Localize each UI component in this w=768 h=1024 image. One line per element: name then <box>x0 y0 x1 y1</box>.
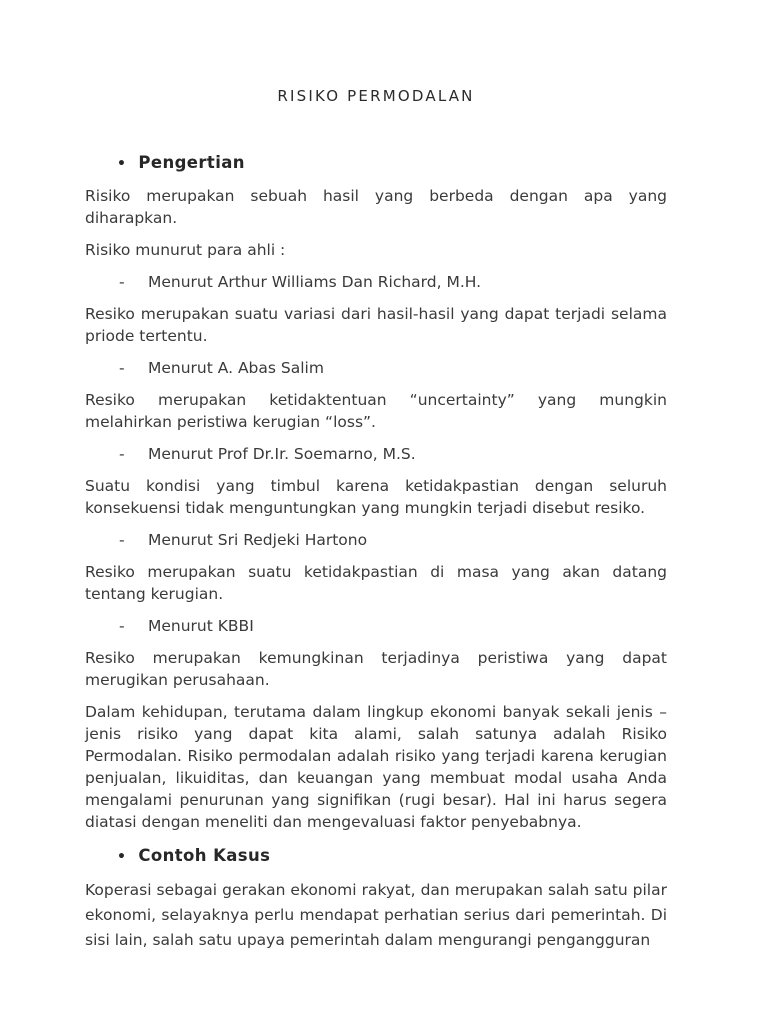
list-item-expert-5 <box>119 615 667 637</box>
paragraph-definition-3: Suatu kondisi yang timbul karena ketidakpastian dengan seluruh konsekuensi tidak menguntungkan yang mungkin terjadi disebut resiko. <box>85 477 667 517</box>
paragraph-definition-5: Resiko merupakan kemungkinan terjadinya peristiwa yang dapat merugikan perusahaan. <box>85 649 667 689</box>
paragraph-case-intro: Koperasi sebagai gerakan ekonomi rakyat, dan merupakan salah satu pilar ekonomi, selayaknya perlu mendapat perhatian serius dari pemerintah. Di sisi lain, salah satu upaya pemerintah dalam mengurangi pengangguran <box>85 881 667 949</box>
list-item-expert-3 <box>119 443 667 465</box>
section-heading-contoh-kasus <box>85 845 667 868</box>
section-heading-label: Pengertian <box>138 153 245 172</box>
dash-marker: - <box>119 445 125 463</box>
paragraph-risk-intro: Risiko merupakan sebuah hasil yang berbeda dengan apa yang diharapkan. <box>85 187 667 227</box>
bullet-icon: • <box>117 156 127 172</box>
document-content <box>85 88 667 953</box>
document-title: RISIKO PERMODALAN <box>277 87 475 105</box>
dash-marker: - <box>119 531 125 549</box>
paragraph-lead-in: Risiko munurut para ahli : <box>85 241 286 259</box>
list-item-label: Menurut Prof Dr.Ir. Soemarno, M.S. <box>148 445 416 463</box>
section-heading-pengertian <box>85 152 667 175</box>
paragraph-definition-4: Resiko merupakan suatu ketidakpastian di masa yang akan datang tentang kerugian. <box>85 563 667 603</box>
list-item-label: Menurut KBBI <box>148 617 254 635</box>
section-heading-label: Contoh Kasus <box>138 846 271 865</box>
list-item-expert-2 <box>119 357 667 379</box>
paragraph-definition-1: Resiko merupakan suatu variasi dari hasil-hasil yang dapat terjadi selama priode tertentu. <box>85 305 667 345</box>
list-item-label: Menurut A. Abas Salim <box>148 359 324 377</box>
bullet-icon: • <box>117 849 127 865</box>
paragraph-definition-2: Resiko merupakan ketidaktentuan “uncertainty” yang mungkin melahirkan peristiwa kerugian “loss”. <box>85 391 667 431</box>
paragraph-section-closing: Dalam kehidupan, terutama dalam lingkup ekonomi banyak sekali jenis – jenis risiko yang dapat kita alami, salah satunya adalah Risiko Permodalan. Risiko permodalan adalah risiko yang terjadi karena kerugian penjualan, likuiditas, dan keuangan yang membuat modal usaha Anda mengalami penurunan yang signifikan (rugi besar). Hal ini harus segera diatasi dengan meneliti dan mengevaluasi faktor penyebabnya. <box>85 703 667 831</box>
dash-marker: - <box>119 617 125 635</box>
list-item-label: Menurut Sri Redjeki Hartono <box>148 531 368 549</box>
list-item-expert-1 <box>119 271 667 293</box>
dash-marker: - <box>119 273 125 291</box>
list-item-label: Menurut Arthur Williams Dan Richard, M.H. <box>148 273 482 291</box>
dash-marker: - <box>119 359 125 377</box>
list-item-expert-4 <box>119 529 667 551</box>
